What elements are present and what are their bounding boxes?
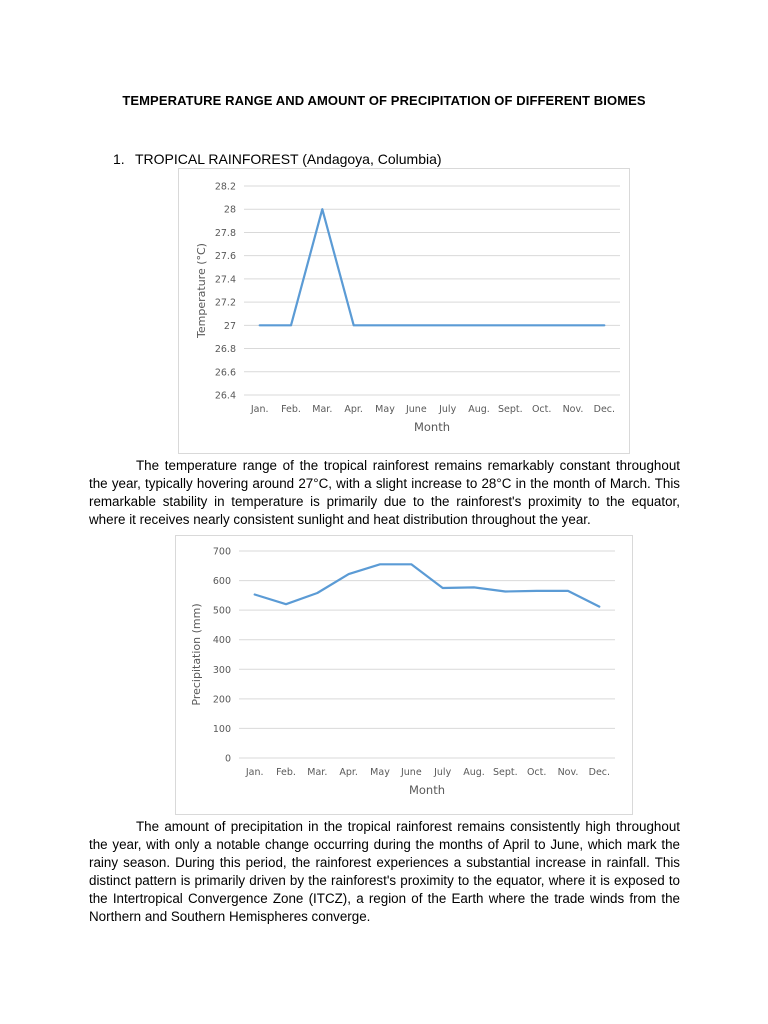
temperature-y-tick-label: 27 bbox=[223, 320, 236, 332]
temperature-y-tick-label: 26.8 bbox=[214, 344, 236, 356]
temperature-y-tick-label: 27.4 bbox=[214, 274, 236, 286]
temperature-y-tick-label: 26.4 bbox=[214, 390, 236, 402]
document-title: TEMPERATURE RANGE AND AMOUNT OF PRECIPITATION OF DIFFERENT BIOMES bbox=[122, 93, 646, 108]
temperature-y-tick-label: 28 bbox=[223, 204, 236, 216]
temperature-y-tick-label: 27.8 bbox=[214, 227, 236, 239]
temperature-x-tick-label: July bbox=[439, 404, 457, 415]
temperature-x-tick-label: Aug. bbox=[468, 404, 490, 415]
temperature-y-tick-label: 26.6 bbox=[214, 367, 236, 379]
temperature-paragraph bbox=[89, 457, 680, 529]
temperature-y-tick-label: 28.2 bbox=[214, 181, 236, 193]
precipitation-chart bbox=[175, 535, 633, 815]
temperature-y-axis-title: Temperature (°C) bbox=[195, 243, 208, 338]
precipitation-x-tick-label: Mar. bbox=[307, 767, 328, 778]
precipitation-x-tick-label: June bbox=[400, 767, 422, 778]
section-heading bbox=[113, 151, 442, 167]
section-number: 1. bbox=[113, 151, 125, 167]
temperature-x-tick-label: Dec. bbox=[593, 404, 616, 415]
temperature-y-tick-label: 27.2 bbox=[214, 297, 236, 309]
temperature-x-tick-label: Nov. bbox=[562, 404, 584, 415]
temperature-x-tick-label: Sept. bbox=[498, 404, 523, 415]
precipitation-chart-svg bbox=[176, 536, 632, 814]
precipitation-x-tick-label: Apr. bbox=[339, 767, 358, 778]
temperature-x-tick-label: Oct. bbox=[531, 404, 552, 415]
precipitation-x-tick-label: Jan. bbox=[245, 767, 264, 778]
temperature-x-tick-label: June bbox=[405, 404, 427, 415]
temperature-chart-svg bbox=[179, 169, 629, 453]
temperature-x-tick-label: Feb. bbox=[281, 404, 301, 415]
precipitation-y-tick-label: 700 bbox=[212, 546, 231, 558]
temperature-x-tick-label: Apr. bbox=[344, 404, 363, 415]
precipitation-x-tick-label: May bbox=[370, 767, 390, 778]
temperature-x-axis-title: Month bbox=[413, 420, 451, 434]
precipitation-y-axis-title: Precipitation (mm) bbox=[190, 603, 203, 706]
temperature-paragraph-text: The temperature range of the tropical rainforest remains remarkably constant throughout the year, typically hovering around 27°C, with a slight increase to 28°C in the month of March. This remarkable stability in temperature is primarily due to the rainforest's proximity to the equator, where it receives nearly consistent sunlight and heat distribution throughout the year. bbox=[89, 458, 680, 527]
precipitation-x-tick-label: Nov. bbox=[557, 767, 579, 778]
precipitation-paragraph bbox=[89, 818, 680, 926]
precipitation-y-tick-label: 500 bbox=[212, 605, 231, 617]
temperature-x-tick-label: Jan. bbox=[250, 404, 269, 415]
precipitation-paragraph-text: The amount of precipitation in the tropical rainforest remains consistently high throughout the year, with only a notable change occurring during the months of April to June, which mark the rainy season. During this period, the rainforest experiences a substantial increase in rainfall. This distinct pattern is primarily driven by the rainforest's proximity to the equator, where it is exposed to the Intertropical Convergence Zone (ITCZ), a region of the Earth where the trade winds from the Northern and Southern Hemispheres converge. bbox=[89, 819, 680, 924]
precipitation-y-tick-label: 600 bbox=[212, 576, 231, 588]
precipitation-y-tick-label: 100 bbox=[212, 723, 231, 735]
temperature-x-tick-label: May bbox=[375, 404, 395, 415]
temperature-x-tick-label: Mar. bbox=[312, 404, 333, 415]
precipitation-y-tick-label: 400 bbox=[212, 635, 231, 647]
temperature-y-tick-label: 27.6 bbox=[214, 251, 236, 263]
precipitation-x-axis-title: Month bbox=[408, 783, 446, 797]
precipitation-x-tick-label: July bbox=[434, 767, 452, 778]
precipitation-x-tick-label: Aug. bbox=[463, 767, 485, 778]
precipitation-x-tick-label: Oct. bbox=[526, 767, 547, 778]
precipitation-x-tick-label: Feb. bbox=[276, 767, 296, 778]
precipitation-y-tick-label: 0 bbox=[224, 753, 231, 765]
temperature-series-line bbox=[260, 209, 605, 325]
precipitation-y-tick-label: 300 bbox=[212, 664, 231, 676]
precipitation-x-tick-label: Sept. bbox=[493, 767, 518, 778]
temperature-chart bbox=[178, 168, 630, 454]
precipitation-y-tick-label: 200 bbox=[212, 694, 231, 706]
precipitation-x-tick-label: Dec. bbox=[588, 767, 611, 778]
section-heading-text: TROPICAL RAINFOREST (Andagoya, Columbia) bbox=[135, 151, 442, 167]
precipitation-series-line bbox=[255, 564, 600, 606]
